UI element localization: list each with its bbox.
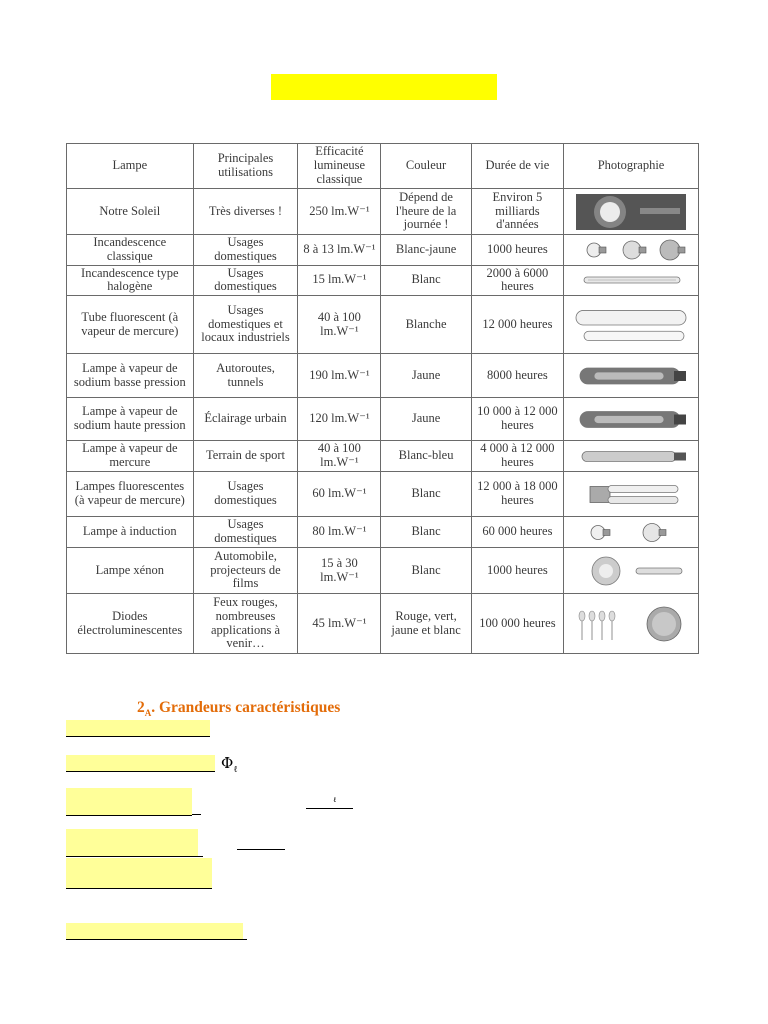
cell-duree: 10 000 à 12 000 heures <box>471 398 563 441</box>
table-row <box>67 594 699 654</box>
highlighted-blank-1 <box>66 720 210 737</box>
cell-efficacite: 80 lm.W⁻¹ <box>298 517 381 548</box>
cell-efficacite: 45 lm.W⁻¹ <box>298 594 381 654</box>
cell-efficacite: 40 à 100 lm.W⁻¹ <box>298 441 381 472</box>
underline-4-tail <box>198 856 203 857</box>
cell-duree: 4 000 à 12 000 heures <box>471 441 563 472</box>
phi-symbol <box>221 754 238 775</box>
cell-lampe: Lampe à vapeur de mercure <box>67 441 194 472</box>
cell-efficacite: 60 lm.W⁻¹ <box>298 472 381 517</box>
cell-couleur: Blanc-jaune <box>381 235 471 266</box>
cell-lampe: Lampes fluorescentes (à vapeur de mercure) <box>67 472 194 517</box>
cell-utilisations: Usages domestiques <box>193 265 298 296</box>
cell-couleur: Jaune <box>381 398 471 441</box>
cell-utilisations: Usages domestiques <box>193 517 298 548</box>
induction-lamps-photo <box>564 517 699 548</box>
cell-lampe: Tube fluorescent (à vapeur de mercure) <box>67 296 194 354</box>
cell-efficacite: 120 lm.W⁻¹ <box>298 398 381 441</box>
title-highlight-block <box>271 74 497 100</box>
table-row <box>67 398 699 441</box>
cell-utilisations: Autoroutes, tunnels <box>193 354 298 398</box>
section-heading <box>137 699 340 718</box>
cell-couleur: Blanc <box>381 517 471 548</box>
cell-duree: 12 000 heures <box>471 296 563 354</box>
cell-utilisations: Éclairage urbain <box>193 398 298 441</box>
cell-couleur: Blanc-bleu <box>381 441 471 472</box>
cell-duree: 60 000 heures <box>471 517 563 548</box>
header-couleur: Couleur <box>381 144 471 189</box>
header-duree: Durée de vie <box>471 144 563 189</box>
table-row <box>67 472 699 517</box>
sun-photo <box>564 189 699 235</box>
header-utilisations: Principales utilisations <box>193 144 298 189</box>
cell-lampe: Lampe à vapeur de sodium haute pression <box>67 398 194 441</box>
cell-efficacite: 40 à 100 lm.W⁻¹ <box>298 296 381 354</box>
cell-couleur: Blanc <box>381 548 471 594</box>
small-symbol: ℓ <box>333 796 337 804</box>
table-header-row <box>67 144 699 189</box>
sodium-high-pressure-photo <box>564 398 699 441</box>
cell-lampe: Incandescence type halogène <box>67 265 194 296</box>
phi-subscript: ℓ <box>233 765 238 775</box>
fraction-line-1 <box>306 808 353 809</box>
fraction-line-2 <box>237 849 285 850</box>
table-row <box>67 548 699 594</box>
table-row <box>67 354 699 398</box>
cell-utilisations: Usages domestiques et locaux industriels <box>193 296 298 354</box>
highlighted-blank-4 <box>66 829 198 857</box>
cell-duree: 8000 heures <box>471 354 563 398</box>
cell-couleur: Blanche <box>381 296 471 354</box>
cell-couleur: Jaune <box>381 354 471 398</box>
cell-couleur: Blanc <box>381 472 471 517</box>
table-row <box>67 296 699 354</box>
cell-couleur: Dépend de l'heure de la journée ! <box>381 189 471 235</box>
cell-utilisations: Usages domestiques <box>193 235 298 266</box>
table-row <box>67 235 699 266</box>
lamp-comparison-table <box>66 143 699 654</box>
cell-lampe: Notre Soleil <box>67 189 194 235</box>
underline-6-tail <box>243 939 247 940</box>
cell-efficacite: 15 lm.W⁻¹ <box>298 265 381 296</box>
mercury-lamp-photo <box>564 441 699 472</box>
cell-utilisations: Terrain de sport <box>193 441 298 472</box>
cell-efficacite: 8 à 13 lm.W⁻¹ <box>298 235 381 266</box>
led-photo <box>564 594 699 654</box>
cell-lampe: Incandescence classique <box>67 235 194 266</box>
cell-duree: 1000 heures <box>471 548 563 594</box>
cell-utilisations: Automobile, projecteurs de films <box>193 548 298 594</box>
incandescent-bulbs-photo <box>564 235 699 266</box>
section-sub: A <box>144 708 152 719</box>
cell-utilisations: Feux rouges, nombreuses applications à venir… <box>193 594 298 654</box>
header-efficacite: Efficacité lumineuse classique <box>298 144 381 189</box>
highlighted-blank-6 <box>66 923 243 940</box>
cell-couleur: Rouge, vert, jaune et blanc <box>381 594 471 654</box>
table-row <box>67 441 699 472</box>
header-lampe: Lampe <box>67 144 194 189</box>
xenon-lamps-photo <box>564 548 699 594</box>
cell-lampe: Lampe à vapeur de sodium basse pression <box>67 354 194 398</box>
cell-lampe: Lampe xénon <box>67 548 194 594</box>
cell-lampe: Diodes électroluminescentes <box>67 594 194 654</box>
cell-duree: 12 000 à 18 000 heures <box>471 472 563 517</box>
cell-duree: 100 000 heures <box>471 594 563 654</box>
cell-efficacite: 190 lm.W⁻¹ <box>298 354 381 398</box>
cell-lampe: Lampe à induction <box>67 517 194 548</box>
cell-duree: Environ 5 milliards d'années <box>471 189 563 235</box>
table-row <box>67 517 699 548</box>
halogen-tube-photo <box>564 265 699 296</box>
cell-duree: 2000 à 6000 heures <box>471 265 563 296</box>
sodium-low-pressure-photo <box>564 354 699 398</box>
section-title: . Grandeurs caractéristiques <box>151 699 341 716</box>
cell-couleur: Blanc <box>381 265 471 296</box>
highlighted-blank-2 <box>66 755 215 772</box>
header-photographie: Photographie <box>564 144 699 189</box>
section-number: 2 <box>137 699 145 716</box>
highlighted-blank-3 <box>66 788 192 816</box>
cell-efficacite: 15 à 30 lm.W⁻¹ <box>298 548 381 594</box>
compact-fluorescent-photo <box>564 472 699 517</box>
cell-duree: 1000 heures <box>471 235 563 266</box>
cell-utilisations: Très diverses ! <box>193 189 298 235</box>
cell-utilisations: Usages domestiques <box>193 472 298 517</box>
phi-letter: Φ <box>221 754 234 772</box>
cell-efficacite: 250 lm.W⁻¹ <box>298 189 381 235</box>
fluorescent-tubes-photo <box>564 296 699 354</box>
table-row <box>67 265 699 296</box>
highlighted-blank-5 <box>66 858 212 889</box>
underline-3-tail <box>192 814 201 815</box>
table-row <box>67 189 699 235</box>
